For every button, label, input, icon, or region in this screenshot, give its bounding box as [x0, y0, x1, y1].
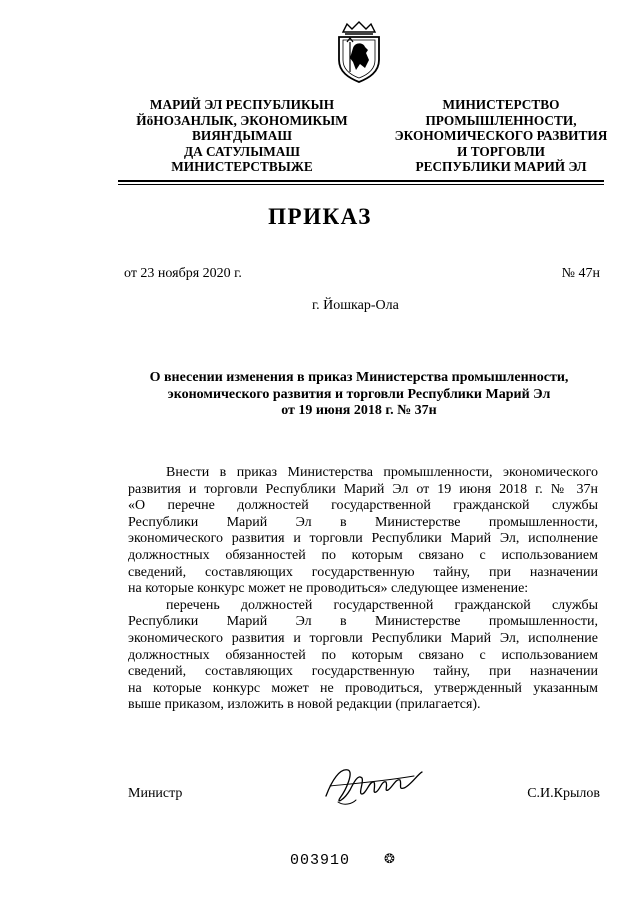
body-line: должностных обязанностей по которым связано с использованием — [128, 547, 598, 563]
header-divider-thin — [118, 184, 604, 185]
header-right-line: И ТОРГОВЛИ — [457, 143, 545, 159]
header-left-line: ЙӧНОЗАНЛЫК, ЭКОНОМИКЫМ — [136, 112, 348, 128]
body-line: выше приказом, изложить в новой редакции (прилагается). — [128, 697, 481, 713]
document-body — [128, 465, 598, 714]
body-line: на которые конкурс может не проводиться» следующее изменение: — [128, 581, 529, 597]
body-line: перечень должностей государственной гражданской службы — [166, 597, 598, 613]
header-divider-thick — [118, 180, 604, 182]
body-line: «О перечне должностей государственной гражданской службы — [128, 498, 598, 514]
subject-line: от 19 июня 2018 г. № 37н — [281, 403, 437, 418]
document-title: ПРИКАЗ — [268, 204, 372, 229]
subject-line: экономического развития и торговли Республики Марий Эл — [167, 386, 551, 402]
body-line: экономического развития и торговли Республики Марий Эл, исполнение — [128, 531, 598, 547]
header-left-line: ДА САТУЛЫМАШ — [183, 143, 301, 159]
form-serial-number: 003910 — [290, 852, 351, 869]
header-left-line: МАРИЙ ЭЛ РЕСПУБЛИКЫН — [149, 97, 335, 112]
header-left-line: МИНИСТЕРСТВЫЖЕ — [171, 159, 313, 174]
body-line: Республики Марий Эл в Министерстве промышленности, — [128, 614, 598, 630]
document-subject — [120, 370, 598, 420]
document-date: от 23 ноября 2020 г. — [124, 266, 242, 281]
serial-mark-icon: ❂ — [384, 852, 395, 867]
header-right-line: ПРОМЫШЛЕННОСТИ, — [425, 112, 577, 128]
header-right-line: МИНИСТЕРСТВО — [442, 97, 560, 112]
ministry-name-russian — [370, 97, 632, 175]
ministry-name-mari — [112, 97, 372, 175]
header-right-line: РЕСПУБЛИКИ МАРИЙ ЭЛ — [415, 159, 587, 174]
header-left-line: ВИЯҤДЫМАШ — [191, 128, 293, 143]
subject-line: О внесении изменения в приказ Министерства промышленности, — [149, 370, 569, 385]
body-line: экономического развития и торговли Республики Марий Эл, исполнение — [128, 630, 598, 646]
signer-name: С.И.Крылов — [527, 786, 600, 801]
body-line: должностных обязанностей по которым связано с использованием — [128, 647, 598, 663]
document-city: г. Йошкар-Ола — [312, 298, 399, 313]
body-line: сведений, составляющих государственную тайну, при назначении — [128, 664, 598, 680]
body-line: сведений, составляющих государственную тайну, при назначении — [128, 564, 598, 580]
signer-title: Министр — [128, 786, 183, 801]
body-line: Внести в приказ Министерства промышленности, экономического — [166, 465, 598, 480]
body-line: на которые конкурс может не проводиться, утвержденный указанным — [128, 680, 598, 696]
body-line: Республики Марий Эл в Министерстве промышленности, — [128, 514, 598, 530]
document-number: № 47н — [561, 266, 600, 281]
signature — [318, 760, 438, 810]
coat-of-arms-icon — [333, 20, 385, 84]
header-right-line: ЭКОНОМИЧЕСКОГО РАЗВИТИЯ — [394, 128, 608, 143]
body-line: развития и торговли Республики Марий Эл от 19 июня 2018 г. № 37н — [128, 481, 598, 497]
